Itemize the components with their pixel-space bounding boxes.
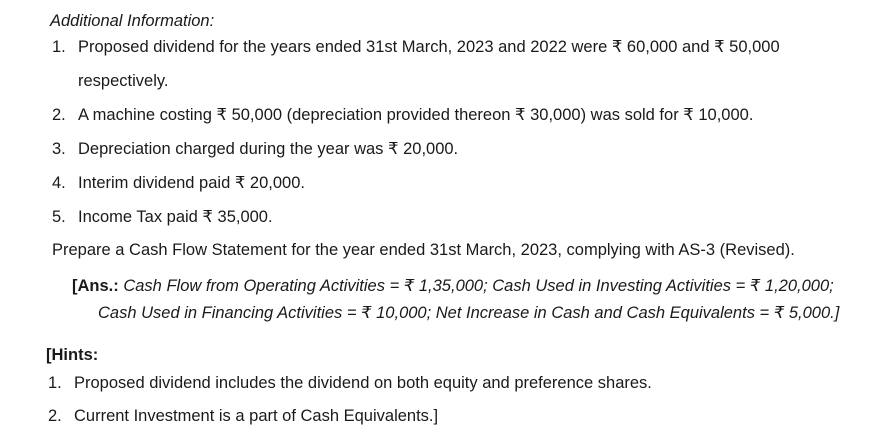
item-number: 5. — [52, 208, 66, 226]
item-text: A machine costing ₹ 50,000 (depreciation provided thereon ₹ 30,000) was sold for ₹ 10,000. — [78, 106, 754, 124]
additional-info-heading: Additional Information: — [50, 12, 215, 30]
hint-number: 1. — [48, 374, 62, 392]
instruction-text: Prepare a Cash Flow Statement for the year ended 31st March, 2023, complying with AS-3 (Revised). — [52, 241, 795, 259]
item-text: Depreciation charged during the year was ₹ 20,000. — [78, 140, 459, 158]
hint-number: 2. — [48, 407, 62, 425]
list-item — [52, 172, 305, 194]
item-text: Proposed dividend for the years ended 31st March, 2023 and 2022 were ₹ 60,000 and ₹ 50,000 — [78, 38, 780, 56]
answer-text: Cash Flow from Operating Activities = ₹ 1,35,000; Cash Used in Investing Activities = ₹ 1,20,000; — [123, 277, 834, 295]
answer-line-2: Cash Used in Financing Activities = ₹ 10,000; Net Increase in Cash and Cash Equivalents = ₹ 5,000.] — [98, 304, 840, 322]
answer-label: [Ans.: — [72, 277, 119, 295]
list-item — [52, 36, 780, 58]
list-item-continuation: respectively. — [78, 72, 169, 90]
item-text: Income Tax paid ₹ 35,000. — [78, 208, 273, 226]
list-item — [52, 138, 458, 160]
hint-text: Proposed dividend includes the dividend on both equity and preference shares. — [74, 374, 652, 392]
hint-item — [48, 372, 652, 394]
list-item — [52, 104, 753, 126]
hint-item — [48, 405, 438, 427]
item-number: 2. — [52, 106, 66, 124]
item-number: 4. — [52, 174, 66, 192]
item-text: Interim dividend paid ₹ 20,000. — [78, 174, 305, 192]
answer-line-1 — [72, 275, 834, 297]
item-number: 3. — [52, 140, 66, 158]
list-item — [52, 206, 273, 228]
hint-text: Current Investment is a part of Cash Equivalents.] — [74, 407, 439, 425]
hints-heading: [Hints: — [46, 346, 99, 364]
item-number: 1. — [52, 38, 66, 56]
